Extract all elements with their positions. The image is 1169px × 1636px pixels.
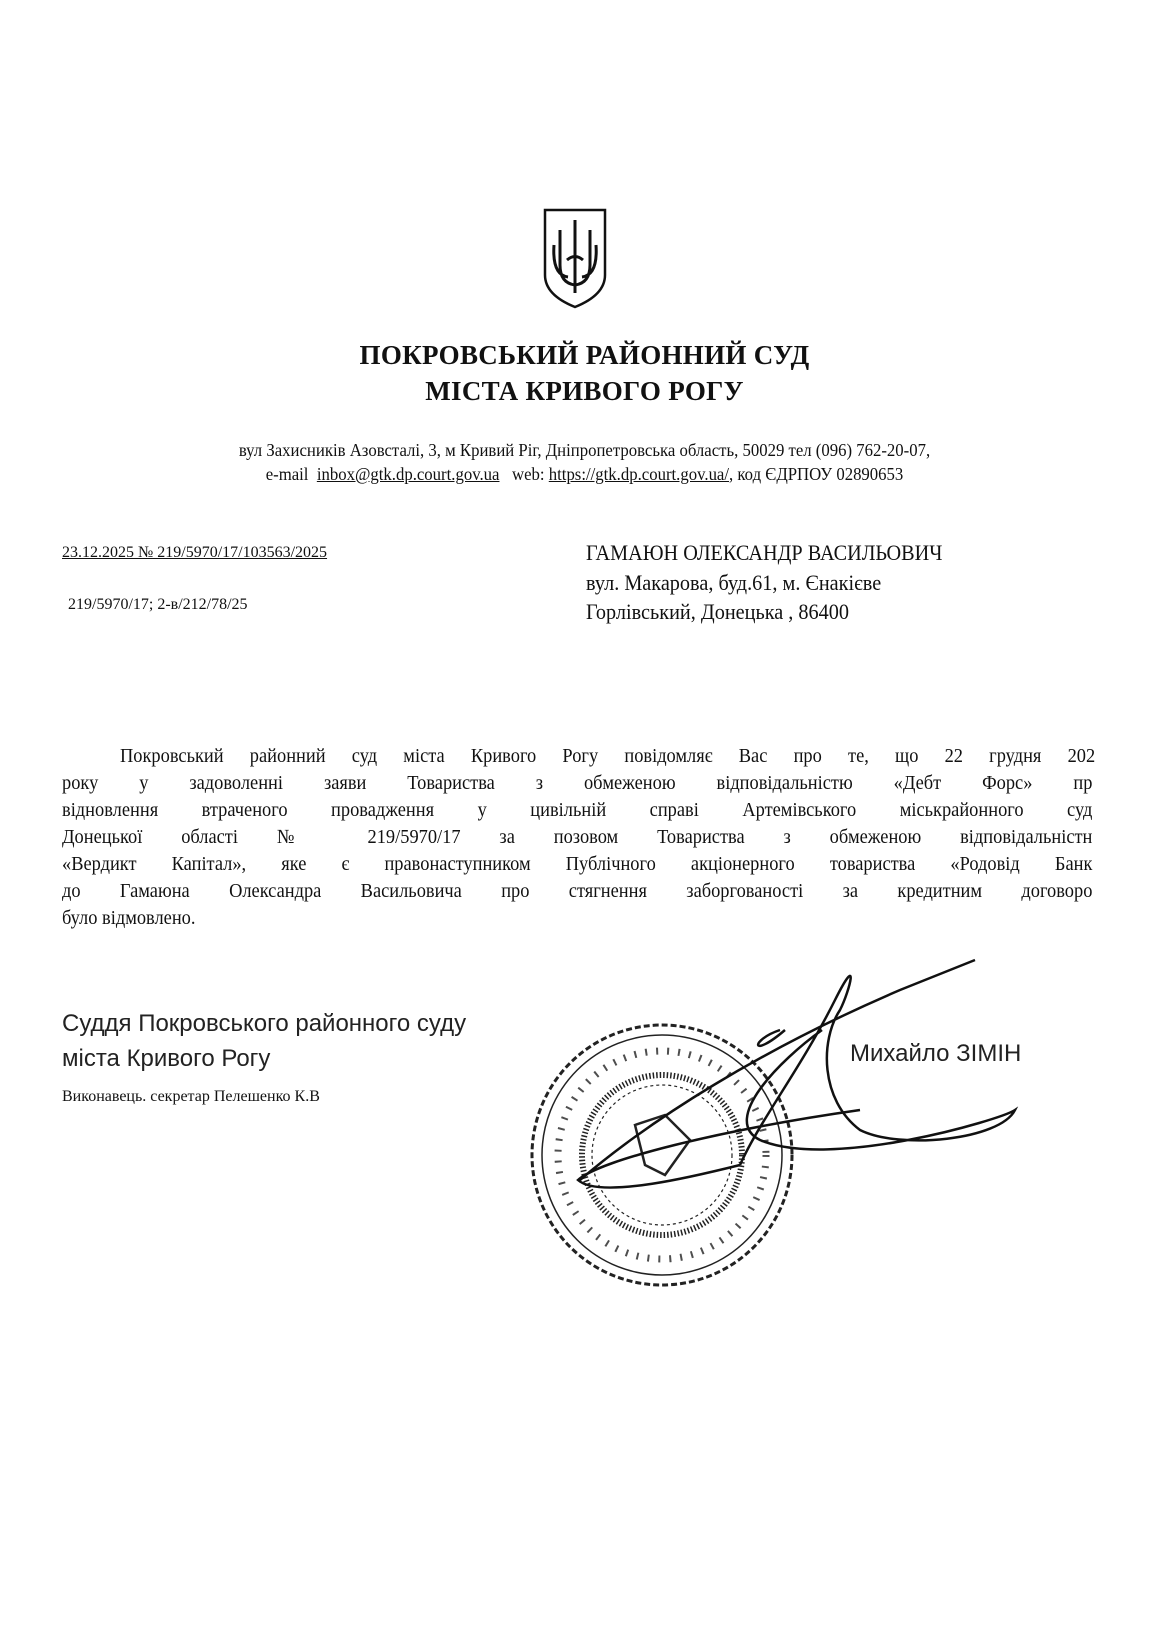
body-line: було відмовлено. xyxy=(62,907,196,929)
body-line: відновлення втраченого провадження у цивільній справі Артемівського міськрайонного суд xyxy=(62,799,1093,821)
recipient-address-line2: Горлівський, Донецька , 86400 xyxy=(586,599,849,624)
court-name-line2: МІСТА КРИВОГО РОГУ xyxy=(425,376,744,406)
web-link[interactable]: https://gtk.dp.court.gov.ua/ xyxy=(548,464,730,484)
outgoing-reference: 23.12.2025 № 219/5970/17/103563/2025 xyxy=(62,544,328,561)
recipient-name: ГАМАЮН ОЛЕКСАНДР ВАСИЛЬОВИЧ xyxy=(586,540,943,565)
judge-position-line2: міста Кривого Рогу xyxy=(62,1045,271,1072)
body-line: Донецької області № 219/5970/17 за позовом Товариства з обмеженою відповідальністн xyxy=(62,826,1093,848)
judge-position-line1: Суддя Покровського районного суду xyxy=(62,1010,467,1037)
executor-secretary: Виконавець. секретар Пелешенко К.В xyxy=(62,1088,320,1105)
body-line: до Гамаюна Олександра Васильовича про стягнення заборгованості за кредитним договоро xyxy=(62,880,1093,902)
body-line: «Вердикт Капітал», яке є правонаступником Публічного акціонерного товариства «Родовід Банк xyxy=(62,853,1093,875)
email-link[interactable]: inbox@gtk.dp.court.gov.ua xyxy=(316,464,500,484)
recipient-address-line1: вул. Макарова, буд.61, м. Єнакієве xyxy=(586,570,882,595)
body-line: року у задоволенні заяви Товариства з обмеженою відповідальністю «Дебт Форс» пр xyxy=(62,772,1093,794)
edrpou-code: , код ЄДРПОУ 02890653 xyxy=(729,464,904,484)
email-label: e-mail xyxy=(265,464,309,484)
court-address: вул Захисників Азовсталі, 3, м Кривий Ріг, Дніпропетровська область, 50029 тел (096) 762-20-07, xyxy=(238,440,931,460)
body-line: Покровський районний суд міста Кривого Рогу повідомляє Вас про те, що 22 грудня 202 xyxy=(120,745,1096,767)
judge-name: Михайло ЗІМІН xyxy=(850,1040,1022,1067)
web-label: web: xyxy=(512,464,545,484)
case-numbers: 219/5970/17; 2-в/212/78/25 xyxy=(68,596,248,613)
court-name-line1: ПОКРОВСЬКИЙ РАЙОННИЙ СУД xyxy=(359,340,810,370)
coat-of-arms-icon xyxy=(540,205,610,310)
court-contacts xyxy=(41,464,1128,485)
